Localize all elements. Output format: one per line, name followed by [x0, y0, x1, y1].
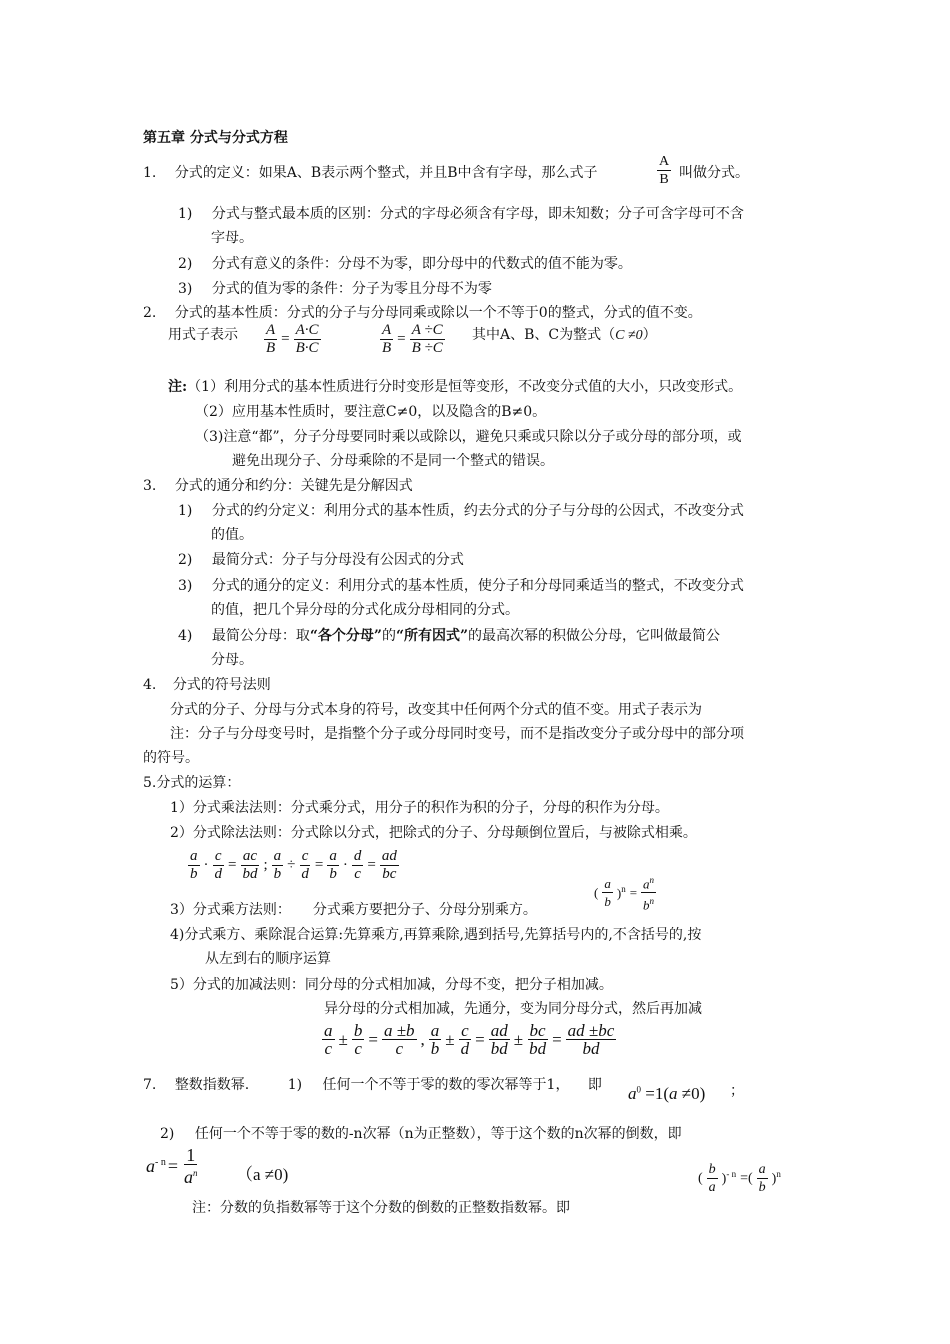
s3-item-4-cont: 分母。: [211, 652, 253, 668]
s7-item-2: [160, 1125, 682, 1143]
section-7-number: 7.: [143, 1077, 157, 1093]
s7-item-2-number: 2): [160, 1126, 175, 1142]
s1-item-3-text: 分式的值为零的条件：分子为零且分母不为零: [211, 281, 492, 297]
f1-right-den: B·C: [295, 340, 319, 356]
semicolon: ；: [730, 1083, 744, 1099]
section-2-number: 2.: [143, 305, 157, 321]
f2-left-den: B: [382, 340, 392, 356]
note-2: （2）应用基本性质时，要注意C≠0，以及隐含的B≠0。: [195, 404, 547, 420]
power-formula: ( $\frac{a}{b}$ )$^n$ = $\frac{a^n}{b^n}$: [592, 872, 658, 914]
rule-mixed: 4)分式乘方、乘除混合运算:先算乘方,再算乘除,遇到括号,先算括号内的,不含括号的,按: [170, 927, 702, 943]
section-4-line-3: 的符号。: [143, 750, 199, 766]
section-1: [143, 164, 598, 182]
section-3-number: 3.: [143, 478, 157, 494]
s3-item-3-text: 分式的通分的定义：利用分式的基本性质，使分子和分母同乘适当的整式，不改变分式: [211, 578, 744, 594]
rule-multiplication: 1）分式乘法法则：分式乘分式，用分子的积作为积的分子，分母的积作为分母。: [170, 800, 669, 816]
section-5-heading: 5.分式的运算：: [143, 775, 241, 791]
expr-label: 用式子表示: [168, 327, 238, 343]
section-4-number: 4.: [143, 677, 157, 693]
section-1-text: 分式的定义：如果A、B表示两个整式，并且B中含有字母，那么式子: [174, 165, 598, 181]
s3-item-1-text: 分式的约分定义：利用分式的基本性质，约去分式的分子与分母的公因式，不改变分式: [211, 503, 744, 519]
frac-numerator: A: [659, 154, 670, 169]
s1-item-3: [178, 280, 492, 298]
section-4-text: 分式的符号法则: [172, 677, 271, 693]
basic-property-formula-2: $\frac{A}{B}$ = $\frac{A \div C}{B \div C}$: [382, 322, 443, 356]
section-1-fraction: [655, 153, 673, 188]
condition-math: C ≠0: [615, 328, 643, 343]
basic-property-formula-1: $\frac{A}{B}$ = $\frac{A\cdot C}{B\cdot C}$: [266, 322, 319, 356]
section-1-text-tail: 叫做分式。: [679, 165, 749, 181]
s3-item-3-number: 3): [178, 578, 193, 594]
add-subtract-formula: $\frac{a}{c}$ ± $\frac{b}{c}$ = $\frac{a \pm b}{c}$ , $\frac{a}{b}$ ± $\frac{c}{d}$ = $\frac{ad}{bd}$ ± $\frac{bc}{bd}$ = $\frac{ad \pm bc}{bd}$: [324, 1021, 615, 1058]
note-1-text: （1）利用分式的基本性质进行分时变形是恒等变形，不改变分式值的大小，只改变形式。: [187, 379, 743, 395]
s3-item-4-bold-1: “各个分母”: [309, 628, 382, 644]
negative-power-formula: $a^{- n}$ = $\frac{1}{a^n}$: [146, 1145, 198, 1187]
rule-power-label: 3）分式乘方法则：: [170, 902, 291, 918]
f2-right-den: B ÷C: [411, 340, 443, 356]
section-3-text: 分式的通分和约分：关键先是分解因式: [174, 478, 413, 494]
s3-item-1: [178, 502, 744, 520]
section-1-number: 1.: [143, 165, 157, 181]
s1-item-2: [178, 255, 632, 273]
s3-item-4: [178, 627, 720, 645]
section-4-line-2: 注：分子与分母变号时，是指整个分子或分母同时变号，而不是指改变分子或分母中的部分项: [170, 726, 744, 742]
s7-item-1-text: 任何一个不等于零的数的零次幂等于1，: [322, 1077, 570, 1093]
rule-power-text: 分式乘方要把分子、分母分别乘方。: [312, 902, 537, 918]
s7-item-1-ji: 即: [587, 1077, 602, 1093]
note-3-cont: 避免出现分子、分母乘除的不是同一个整式的错误。: [232, 453, 554, 469]
note-label: 注:: [168, 379, 188, 395]
s1-item-1: [178, 205, 744, 223]
f2-left-num: A: [382, 322, 392, 338]
rule-division: 2）分式除法法则：分式除以分式，把除式的分子、分母颠倒位置后，与被除式相乘。: [170, 825, 697, 841]
rule-power: [170, 901, 537, 919]
condition-text: [472, 326, 657, 345]
s1-item-1-number: 1): [178, 206, 193, 222]
s3-item-1-number: 1): [178, 503, 193, 519]
s1-item-2-text: 分式有意义的条件：分母不为零，即分母中的代数式的值不能为零。: [211, 256, 632, 272]
section-7: [143, 1076, 602, 1094]
condition-prefix: 其中A、B、C为整式（: [472, 327, 616, 343]
s1-item-1-cont: 字母。: [211, 230, 253, 246]
s1-item-3-number: 3): [178, 281, 193, 297]
chapter-title: 第五章 分式与分式方程: [143, 130, 288, 146]
s3-item-1-cont: 的值。: [211, 527, 253, 543]
f2-right-num: A ÷C: [411, 322, 443, 338]
s3-item-4-c: 的: [381, 628, 396, 644]
s3-item-4-number: 4): [178, 628, 193, 644]
section-4: [143, 676, 271, 694]
rule-add-subtract: 5）分式的加减法则：同分母的分式相加减，分母不变，把分子相加减。: [170, 977, 613, 993]
s7-item-1-number: 1): [287, 1077, 303, 1093]
note-1: [168, 378, 742, 396]
s1-item-1-text: 分式与整式最本质的区别：分式的字母必须含有字母，即未知数；分子可含字母可不含: [211, 206, 744, 222]
section-3: [143, 477, 413, 495]
section-4-line-1: 分式的分子、分母与分式本身的符号，改变其中任何两个分式的值不变。用式子表示为: [170, 702, 702, 718]
frac-denominator: B: [659, 172, 669, 187]
s7-item-2-text: 任何一个不等于零的数的-n次幂（n为正整数），等于这个数的n次幂的倒数，即: [194, 1126, 682, 1142]
section-2-text: 分式的基本性质：分式的分子与分母同乘或除以一个不等于0的整式，分式的值不变。: [174, 305, 702, 321]
note-3: （3)注意“都”，分子分母要同时乘以或除以，避免只乘或只除以分子或分母的部分项，或: [195, 429, 742, 445]
s3-item-4-a: 最简公分母：取: [211, 628, 310, 644]
s3-item-4-bold-2: “所有因式”: [395, 628, 469, 644]
s3-item-2: [178, 551, 464, 569]
mult-div-formula: $\frac{a}{b}$ · $\frac{c}{d}$ = $\frac{ac}{bd}$ ; $\frac{a}{b}$ ÷ $\frac{c}{d}$ = $\frac{a}{b}$ · $\frac{d}{c}$ = $\frac{ad}{bc}$: [190, 848, 397, 882]
s3-item-2-number: 2): [178, 552, 193, 568]
negative-power-condition: （a ≠0): [236, 1165, 289, 1184]
f1-left-num: A: [266, 322, 276, 338]
rule-add-subtract-2: 异分母的分式相加减，先通分，变为同分母分式，然后再加减: [324, 1001, 702, 1017]
s7-note: 注：分数的负指数幂等于这个分数的倒数的正整数指数幂。即: [192, 1200, 570, 1216]
s3-item-3: [178, 577, 744, 595]
section-7-text: 整数指数幂.: [174, 1077, 250, 1093]
section-2: [143, 304, 702, 322]
s3-item-2-text: 最简分式：分子与分母没有公因式的分式: [211, 552, 464, 568]
condition-suffix: ）: [642, 327, 657, 343]
f1-left-den: B: [266, 340, 276, 356]
fraction-negative-power-formula: ( $\frac{b}{a}$ )$^{- n}$ =( $\frac{a}{b}$ )$^n$: [698, 1162, 781, 1195]
f1-right-num: A·C: [295, 322, 319, 338]
s3-item-4-e: 的最高次幂的积做公分母，它叫做最简公: [468, 628, 721, 644]
zero-power-formula: $a^0 =1(a \ne 0)$: [628, 1084, 706, 1103]
rule-mixed-cont: 从左到右的顺序运算: [205, 951, 331, 967]
s1-item-2-number: 2): [178, 256, 193, 272]
s3-item-3-cont: 的值，把几个异分母的分式化成分母相同的分式。: [211, 602, 519, 618]
